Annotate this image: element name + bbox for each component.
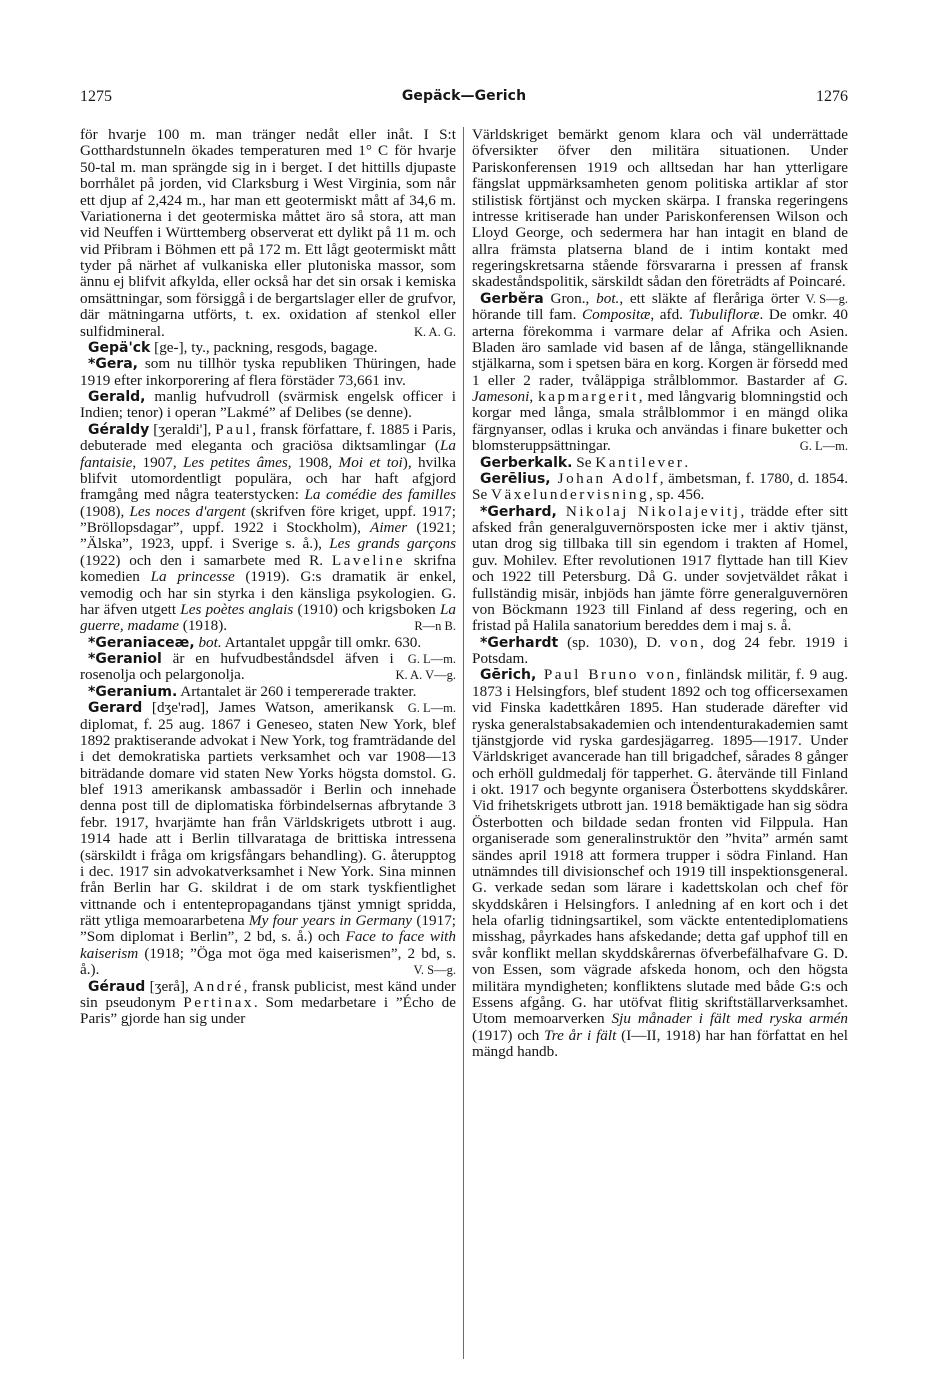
entry-geraldy: Géraldy [ʒeraldi'], Paul, fransk författare, f. 1885 i Paris, debuterade med eleganta och graciösa diktsamlingar (La fantaisie, 1907, Les petites âmes, 1908, Moi et toi), hvilka blifvit utomordentligt populära, och har haft afgjord framgång med några teaterstycken: La comédie des familles (1908), Les noces d'argent (skrifven före kriget, uppf. 1917; ”Bröllopsdagar”, uppf. 1922 i Stockholm), Aimer (1921; ”Älska”, 1923, uppf. i Sverige s. å.), Les grands garçons (1922) och den i samarbete med R. Laveline skrifna komedien La princesse (1919). G:s dramatik är enkel, vemodig och har sin styrka i den känsliga psykologien. G. har äfven utgett Les poètes anglais (1910) och krigsboken La guerre, madame (1918). R—n B.: [80, 420, 456, 635]
entry-gerhard: *Gerhard, Nikolaj Nikolajevitj, trädde efter sitt afsked från generalguvernörsposten icke mer i aktiv tjänst, utan drog sig tillbaka till sin egendom i trakten af Homel, guv. Mohilev. Efter revolutionen 1917 flyttade han till Kiev och 1922 till Petersburg. Då G. under sovjetväldet råkat i fullständig misär, inbjöds han jämte förre generalguvernören von Böckmann 1923 till Finland af dess regering, och en fristad på Halila sanatorium bereddes dem i maj s. å.: [472, 502, 848, 635]
headword: *Gerhardt: [480, 634, 559, 651]
entry-gerich: Gērich, Paul Bruno von, finländsk militär, f. 9 aug. 1873 i Helsingfors, blef student 1892 och tog officersexamen vid Finska kadettkåren 1895. Han studerade därefter vid ryska generalstabsakademien och intendenturakademien samt tjänstgjorde vid ryska gardesjägarreg. 1895—1917. Under Världskriget avancerade han till brigadchef, sårades 8 gånger och erhöll guldmedalj för tapperhet. G. återvände till Finland i okt. 1917 och begynte organisera Österbottens skyddskårer. Vid frihetskrigets utbrott jan. 1918 bemäktigade han sig södra Österbotten och bildade sedan fronten vid Filppula. Han organiserade som generalinstruktör den ”hvita” armén samt sändes april 1918 att formera trupper i södra Finland. Han utnämndes till divisionschef och 1919 till inspektionsgeneral. G. verkade sedan som lärare i kadettskolan och chef för skyddskåren i Helsingfors. I anledning af en kort och i det hela ofarlig tidningsartikel, som väckte ententediplomatiens misshag, påyrkades hans afskedande; detta gaf upphof till en svår konflikt mellan skyddskårernas öfverbefälhafvare G. D. von Essen, som vägrade afskeda honom, och den högsta militära myndigheten; konfliktens slutade med både G:s och Essens afgång. G. har utöfvat flitig skriftställarverksamhet. Utom memoarverken Sju månader i fält med ryska armén (1917) och Tre år i fält (I—II, 1918) har han författat en hel mängd handb.: [472, 666, 848, 1060]
page-number-left: 1275: [80, 88, 112, 105]
entry-geraud-continuation: Världskriget bemärkt genom klara och väl underrättade öfversikter öfver den militära situationen. Under Pariskonferensen 1919 och alltsedan har han ytterligare fängslat uppmärksamheten genom politiska artiklar af stor stilistisk förtjänst och mycken skärpa. I franska regeringens intresse kritiserade han under Pariskonferensen Wilson och Lloyd George, och sedermera har han intagit en bland de allra främsta platserna bland de i intim kontakt med regeringskretsarna stående försvararna i pressen af fransk skadeståndspolitik, särskildt sådan den företrädts af Poincaré. V. S—g.: [472, 127, 848, 306]
headword: Gerald,: [88, 389, 146, 405]
right-column: [472, 127, 848, 1357]
author-signature: K. A. G.: [413, 324, 456, 339]
headword: Gerbĕra: [480, 290, 544, 307]
entry-geraud: Géraud [ʒerå], André, fransk publicist, mest känd under sin pseudonym Pertinax. Som medarbetare i ”Écho de Paris” gjorde han sig under: [80, 977, 456, 1028]
author-signature: G. L—m.: [407, 701, 456, 716]
entry-gerelius: Gerēlius, Johan Adolf, ämbetsman, f. 1780, d. 1854. Se Växelundervisning, sp. 456.: [472, 469, 848, 504]
entry-gerberkalk: Gerberkalk. Se Kantilever.: [480, 453, 689, 471]
page-number-right: 1276: [816, 88, 848, 105]
entry-gepack: Gepä'ck [ge-], ty., packning, resgods, bagage.: [88, 338, 378, 356]
headword: *Gerhard,: [480, 503, 557, 520]
entry-gera: *Gera, som nu tillhör tyska republiken Thüringen, hade 1919 efter inkorporering af flera förstäder 73,661 inv.: [80, 355, 456, 389]
headword: *Geraniaceæ,: [88, 634, 195, 651]
entry-gerhardt: *Gerhardt (sp. 1030), D. von, dog 24 febr. 1919 i Potsdam.: [472, 633, 848, 667]
author-signature: R—n B.: [414, 619, 456, 634]
headword: Gērich,: [480, 667, 537, 684]
running-head: Gepäck—Gerich: [401, 88, 527, 104]
entry-geotermisk-continuation: för hvarje 100 m. man tränger nedåt eller inåt. I S:t Gotthardstunneln ökades temperaturen med 1° C för hvarje 50-tal m. man sprängde sig in i berget. I det hittills djupaste borrhålet på jorden, vid Clarksburg i West Virginia, som når ett djup af 2,424 m., har man ett geotermiskt mått af 34,6 m. Variationerna i det geotermiska måttet äro så stora, att man vid Neuffen i Württemberg observerat ett dylikt på 11 m. och vid Přibram i Böhmen ett på 172 m. Ett lågt geotermiskt mått tyder på närhet af vulkaniska eller plutoniska massor, som ännu ej blifvit afkylda, eller också har det sin orsak i kemiska omsättningar, som försiggå i de bergartslager eller de grufvor, där mätningarna utförts, t. ex. oxidation af stenkol eller sulfidmineral. K. A. G.: [80, 127, 456, 340]
headword: Gepä'ck: [88, 339, 151, 356]
headword: *Geranium.: [88, 683, 178, 700]
author-signature: G. L—m.: [407, 652, 456, 666]
entry-gerard: Gerard [dʒe'rəd], James Watson, amerikansk diplomat, f. 25 aug. 1867 i Geneseo, staten New York, blef 1892 praktiserande advokat i New York, tog framträdande del i det demokratiska partiets verksamhet och var 1908—13 biträdande domare vid staten New Yorks högsta domstol. G. blef 1913 amerikansk ambassadör i Berlin och innehade denna post till de diplomatiska förbindelsernas afbrytande 3 febr. 1917, hvarjämte han från Världskrigets utbrott i aug. 1914 hade att i Berlin tillvarataga de brittiska intressena (särskildt i fråga om krigsfångars behandling). G. återupptog i dec. 1917 sin advokatverksamhet i New York. Sina minnen från Berlin har G. skildrat i de om stark tyskfientlighet vittnande och i ententepropagandans tjänst ymnigt spridda, rätt ytliga memoararbetena My four years in Germany (1917; ”Som diplomat i Berlin”, 2 bd, s. å.) och Face to face with kaiserism (1918; ”Öga mot öga med kaiserismen”, 2 bd, s. å.). V. S—g.: [80, 699, 456, 979]
headword: Géraldy: [88, 421, 150, 438]
headword: Gerard: [88, 700, 143, 717]
page-header: [0, 88, 928, 112]
entry-geraniaceae: *Geraniaceæ, bot. Artantalet uppgår till omkr. 630. G. L—m.: [88, 633, 456, 666]
author-signature: V. S—g.: [805, 291, 848, 306]
headword: *Geraniol: [88, 651, 162, 667]
headword: Gerberkalk.: [480, 454, 573, 471]
entry-gerald: Gerald, manlig hufvudroll (svärmisk engelsk officer i Indien; tenor) i operan ”Lakmé” af Delibes (se denne).: [80, 388, 456, 422]
entry-geranium: *Geranium. Artantalet är 260 i tempererade trakter. G. L—m.: [88, 682, 456, 716]
author-signature: V. S—g.: [413, 963, 456, 978]
left-column: [80, 127, 456, 1357]
author-signature: K. A. V—g.: [395, 668, 456, 683]
headword: Géraud: [88, 978, 146, 995]
author-signature: G. L—m.: [799, 439, 848, 454]
headword: Gerēlius,: [480, 470, 551, 487]
headword: *Gera,: [88, 356, 138, 373]
entry-gerbera: Gerbĕra Gron., bot., ett släkte af fleråriga örter hörande till fam. Compositæ, afd. Tubulifloræ. De omkr. 40 arterna förekomma i varmare delar af Afrika och Asien. Bladen äro samlade vid basen af de långa, stängelliknande stjälkarna, som i spetsen bära en korg. Korgen är försedd med 1 eller 2 rader, tvåläppiga strålblommor. Bastarder af G. Jamesoni, kapmargerit, med långvarig blomningstid och korgar med långa, smala strålblommor i en mängd olika färgnyanser, odlas i kruka och användas i finare buketter och blomsteruppsättningar. G. L—m.: [472, 289, 848, 455]
entry-geraniol: *Geraniol är en hufvudbeståndsdel äfven i rosenolja och pelargonolja. K. A. V—g.: [80, 650, 456, 684]
column-divider: [463, 127, 464, 1359]
